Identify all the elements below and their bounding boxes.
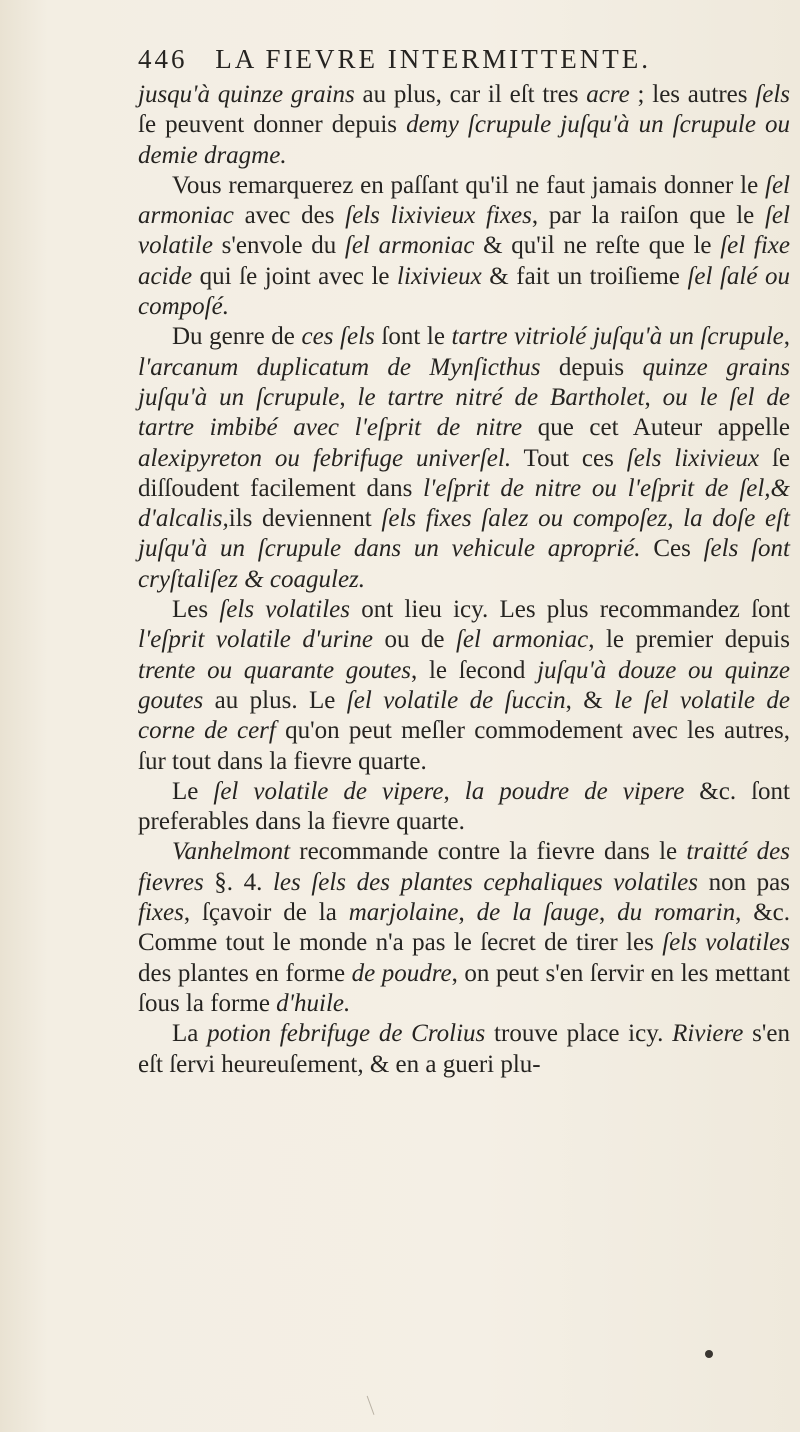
paragraph	[138, 595, 790, 777]
italic-run: ou le ſel de tartre imbibé avec l'eſprit de nitre	[138, 383, 791, 442]
text-run: & qu'il ne reſte que le	[474, 232, 721, 260]
italic-run: du romarin	[617, 899, 736, 927]
italic-run: ſel armoniac	[455, 626, 589, 654]
italic-run: demy ſcrupule juſqu'à un ſcrupule ou demie dragme.	[138, 111, 790, 169]
text-run: s'en eſt ſervi heureuſement, & en a gueri plu-	[138, 1020, 790, 1078]
italic-run: ſel volatile de vipere	[213, 777, 444, 805]
paper-mark	[367, 1395, 377, 1415]
text-run: ,	[667, 505, 684, 533]
text-run: , par la raiſon que le	[531, 202, 765, 230]
italic-run: la doſe eſt juſqu'à un ſcrupule dans un vehicule aproprié.	[138, 505, 790, 563]
text-run: au plus, car il eſt tres	[354, 81, 587, 108]
text-run: Le	[172, 777, 214, 805]
text-run: ont lieu icy. Les plus recommandez ſont	[349, 596, 791, 624]
paragraph	[138, 777, 790, 838]
text-run: , on peut s'en ſervir en les mettant ſous la forme	[138, 959, 790, 1017]
paragraph	[138, 322, 790, 595]
italic-run: lixivieux	[397, 262, 482, 290]
italic-run: ſels	[755, 81, 790, 108]
text-run: non pas	[698, 868, 791, 896]
text-run: au plus. Le	[203, 686, 347, 714]
italic-run: ſels volatiles	[219, 596, 350, 624]
italic-run: le ſel volatile de corne de cerf	[138, 686, 790, 745]
italic-run: ſel armoniac	[344, 232, 475, 260]
italic-run: la poudre de vipere	[464, 777, 685, 805]
text-run: , &c. Comme tout le monde n'a pas le ſecret de tirer les	[138, 899, 791, 957]
italic-run: juſqu'à douze ou quinze goutes	[138, 656, 790, 714]
text-run: depuis	[540, 353, 643, 381]
italic-run: d'huile.	[276, 989, 351, 1017]
text-run: , &	[565, 686, 615, 714]
text-run: ſe peuvent donner depuis	[138, 111, 407, 139]
text-run: ,	[783, 323, 791, 351]
text-run: avec des	[233, 202, 346, 230]
ink-dot	[705, 1350, 713, 1358]
text-run: & fait un troiſieme	[481, 262, 688, 290]
italic-run: tartre vitriolé juſqu'à un ſcrupule	[451, 323, 784, 351]
italic-run: ſel volatile de ſuccin	[346, 686, 566, 714]
italic-run: l'eſprit de nitre ou l'eſprit de ſel,& d'alcalis,	[138, 474, 790, 533]
italic-run: Riviere	[672, 1020, 744, 1048]
text-run: La	[172, 1020, 208, 1048]
text-run: ,	[644, 383, 663, 411]
text-run: ,	[443, 777, 465, 805]
text-run: ſont le	[374, 323, 452, 351]
text-run: ,	[598, 899, 618, 927]
text-run: trouve place icy.	[485, 1020, 673, 1048]
italic-run: de poudre	[351, 959, 452, 987]
italic-run: le tartre nitré de Bartholet	[357, 383, 645, 411]
italic-run: ſel armoniac	[138, 171, 790, 230]
italic-run: marjolaine	[348, 899, 459, 927]
page-number: 446	[138, 44, 188, 74]
italic-run: l'eſprit volatile d'urine	[138, 626, 373, 654]
text-run: , le premier depuis	[588, 626, 790, 654]
paragraph	[138, 171, 790, 322]
italic-run: jusqu'à quinze grains	[138, 81, 355, 108]
text-run: ils deviennent	[228, 505, 382, 533]
italic-run: potion febrifuge de Crolius	[207, 1020, 486, 1048]
body-text	[138, 80, 790, 1080]
italic-run: quinze grains juſqu'à un ſcrupule	[138, 353, 790, 411]
text-run: s'envole du	[212, 232, 345, 260]
text-run: Ces	[640, 535, 704, 563]
italic-run: traitté des fievres	[138, 838, 790, 896]
paragraph	[138, 1019, 790, 1080]
text-run: , ſçavoir de la	[183, 899, 349, 927]
italic-run: fixes	[138, 899, 184, 927]
text-run: Du genre de	[172, 323, 302, 351]
italic-run: ſels lixivieux	[626, 444, 760, 472]
text-run: , le ſecond	[411, 656, 538, 684]
text-run: recommande contre la fievre dans le	[290, 838, 687, 866]
text-run: ,	[339, 383, 358, 411]
italic-run: ſels volatiles	[662, 929, 790, 957]
italic-run: ſels lixivieux fixes	[345, 202, 532, 230]
italic-run: les ſels des plantes cephaliques volatiles	[272, 868, 699, 896]
italic-run: Vanhelmont	[172, 838, 291, 866]
text-run: ſe diſſoudent facilement dans	[138, 444, 791, 502]
text-run: Les	[172, 596, 220, 624]
italic-run: l'arcanum duplicatum de Mynſicthus	[138, 353, 541, 381]
text-run: qu'on peut meſler commodement avec les autres, ſur tout dans la fievre quarte.	[138, 717, 790, 775]
italic-run: acre	[586, 81, 630, 108]
italic-run: de la ſauge	[476, 899, 599, 927]
text-run: qui ſe joint avec le	[192, 262, 398, 290]
italic-run: ſel fixe acide	[138, 232, 790, 290]
italic-run: ſel ſalé ou compoſé.	[138, 262, 790, 321]
italic-run: ſels fixes ſalez ou compoſez	[381, 505, 668, 533]
italic-run: alexipyreton ou febrifuge univerſel.	[138, 444, 512, 472]
text-run: §. 4.	[203, 868, 273, 896]
italic-run: ſel volatile	[138, 202, 790, 260]
paragraph	[138, 837, 790, 1019]
text-run: Vous remarquerez en paſſant qu'il ne faut jamais donner le	[172, 171, 765, 199]
paragraph	[138, 80, 790, 171]
text-run: que cet Auteur appelle	[522, 414, 790, 442]
italic-run: ces ſels	[301, 323, 375, 351]
running-title: LA FIEVRE INTERMITTENTE.	[215, 44, 651, 74]
text-run: ou de	[372, 626, 456, 654]
text-run: des plantes en forme	[138, 959, 352, 987]
text-run: Tout ces	[511, 444, 627, 472]
text-run: &c. ſont preferables dans la fievre quarte.	[138, 777, 790, 836]
text-run: ; les autres	[629, 81, 756, 108]
italic-run: trente ou quarante goutes	[138, 656, 412, 684]
text-run: ,	[458, 899, 477, 927]
italic-run: ſels ſont cryſtaliſez & coagulez.	[138, 535, 790, 593]
running-head	[138, 44, 778, 75]
